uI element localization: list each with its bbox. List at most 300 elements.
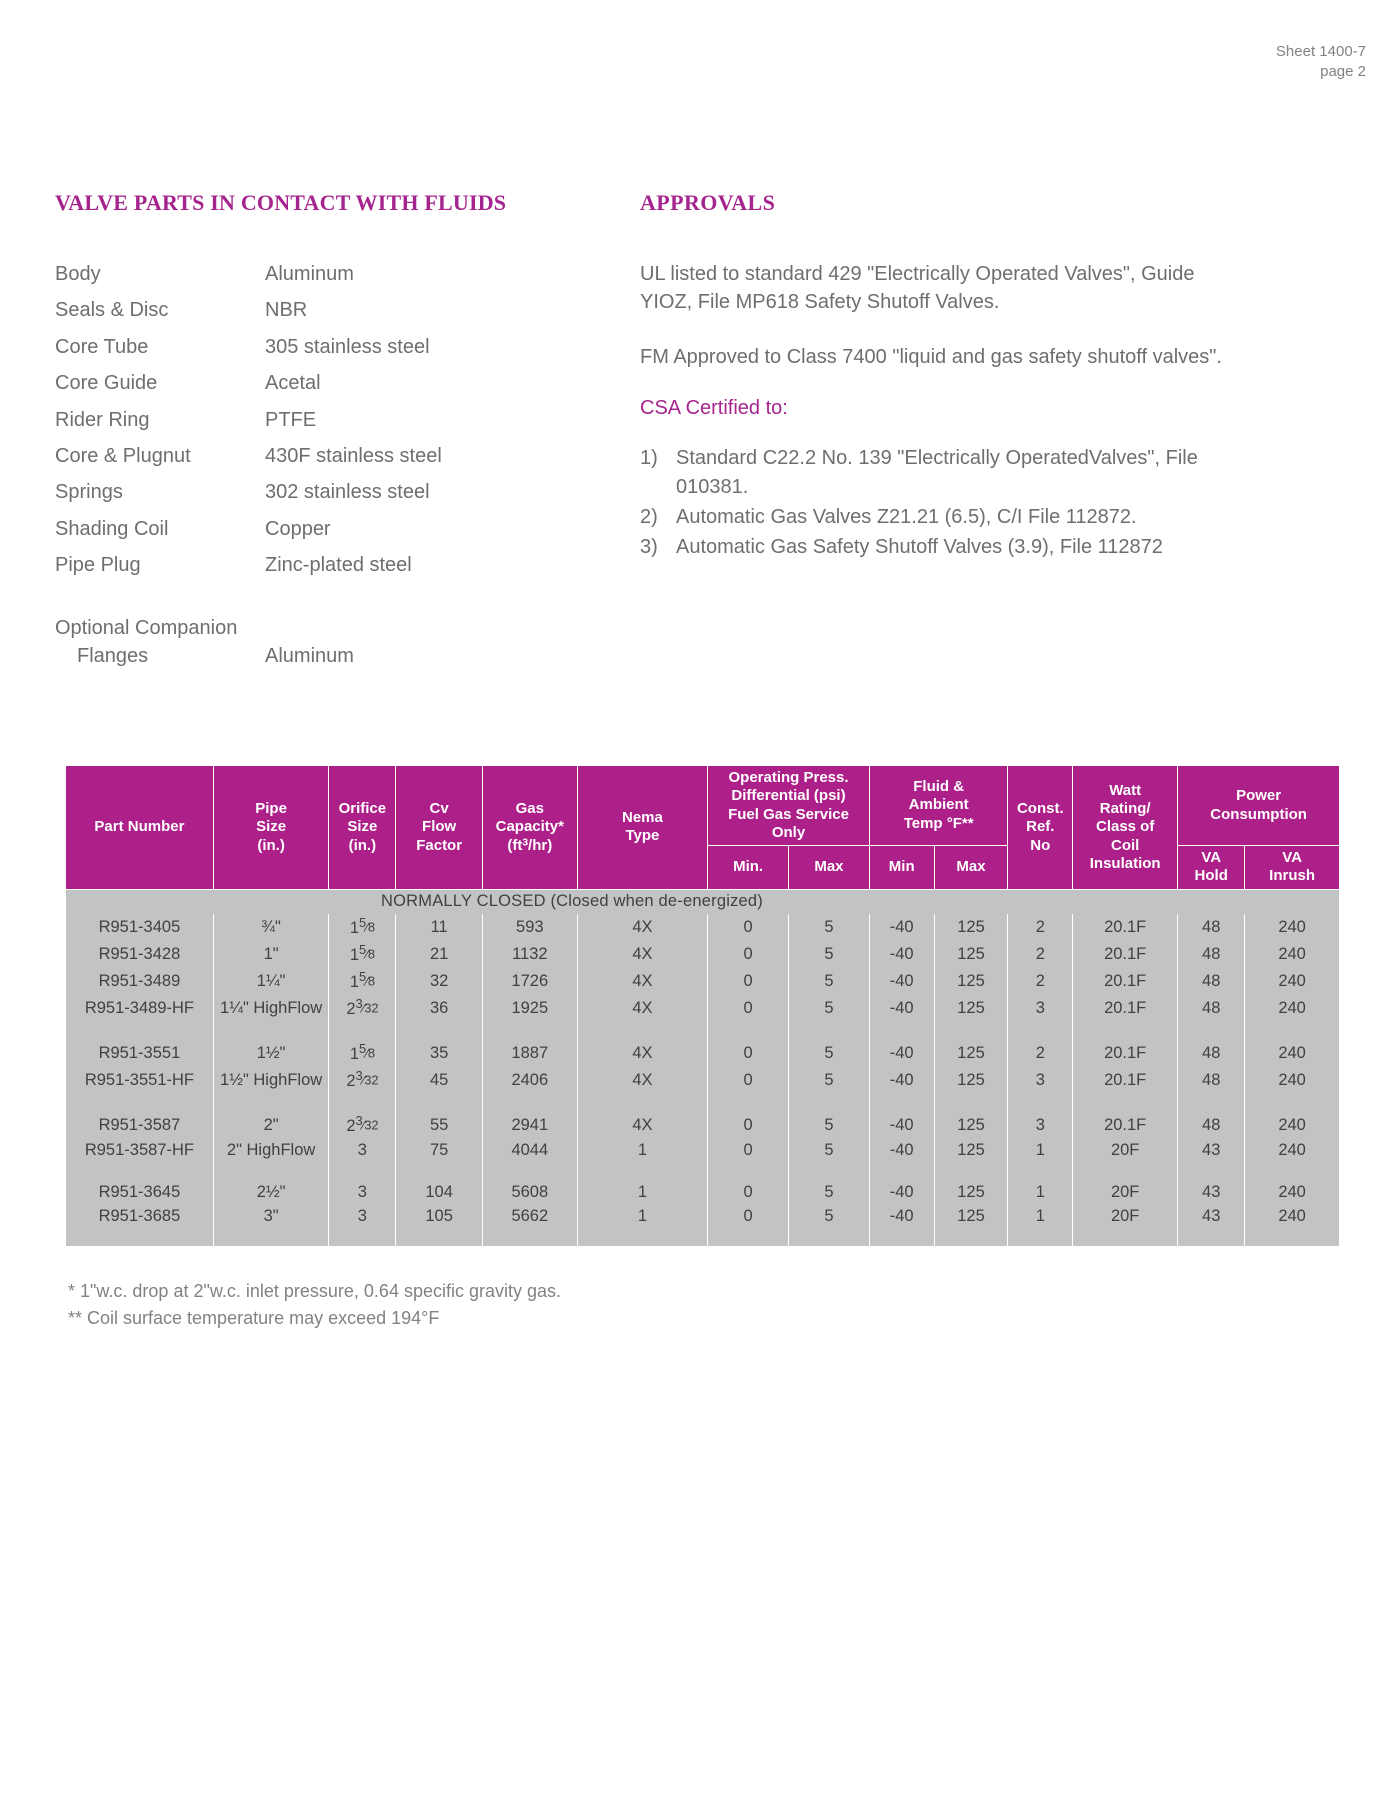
- valve-parts-body: [55, 260, 640, 678]
- fluid-temp-line2: Ambient: [908, 796, 969, 814]
- table-row: [66, 1040, 1340, 1067]
- table-row: [55, 260, 640, 296]
- col-const-ref-no: [1008, 766, 1073, 890]
- cell-pipe-size: 1": [213, 941, 329, 968]
- table-row: [55, 478, 640, 514]
- sheet-number: Sheet 1400-7: [1275, 43, 1366, 60]
- csa-item-number: 3): [640, 536, 658, 559]
- optional-companion-label: [55, 588, 265, 679]
- watt-line1: Watt: [1109, 781, 1142, 799]
- cell-op-press-min: 0: [708, 1112, 789, 1139]
- cell-gas-capacity: 593: [482, 914, 577, 941]
- cell-gas-capacity: 1132: [482, 941, 577, 968]
- normally-closed-text: NORMALLY CLOSED (Closed when de-energized): [381, 892, 763, 911]
- cell-temp-max: 125: [934, 995, 1008, 1022]
- table-row: [66, 995, 1340, 1022]
- spacer-cell: [329, 1163, 396, 1181]
- cell-orifice-size: $1^5⁄8$: [329, 914, 396, 941]
- table-row: [55, 551, 640, 587]
- cell-op-press-min: 0: [708, 968, 789, 995]
- cell-va-hold: 43: [1178, 1139, 1245, 1163]
- table-bottom-spacer: [66, 1229, 1340, 1246]
- col-op-press-min: Min.: [708, 846, 789, 890]
- cell-op-press-min: 0: [708, 1205, 789, 1229]
- spacer-cell: [396, 1163, 483, 1181]
- spacer-cell: [482, 1229, 577, 1246]
- spacer-cell: [1073, 1163, 1178, 1181]
- spacer-cell: [1008, 1229, 1073, 1246]
- table-row: [55, 333, 640, 369]
- cell-temp-min: -40: [869, 1205, 934, 1229]
- cell-va-hold: 48: [1178, 995, 1245, 1022]
- orifice-size-line1: Orifice: [338, 799, 387, 817]
- approvals-paragraph-fm: FM Approved to Class 7400 "liquid and gas safety shutoff valves".: [640, 345, 1222, 368]
- csa-item-number: 1): [640, 447, 658, 470]
- cell-part-number: R951-3428: [66, 941, 214, 968]
- cell-cv-flow-factor: 36: [396, 995, 483, 1022]
- spacer-cell: [66, 1229, 214, 1246]
- col-group-power-consumption: [1178, 766, 1340, 846]
- pipe-size-line1: Pipe: [255, 799, 287, 817]
- table-row: [66, 914, 1340, 941]
- gas-capacity-line2: Capacity*: [495, 818, 564, 836]
- fluid-temp-line1: Fluid &: [913, 778, 965, 796]
- cell-nema-type: 1: [577, 1139, 708, 1163]
- cell-op-press-min: 0: [708, 1181, 789, 1205]
- specification-table-container: [65, 765, 1340, 1246]
- cell-part-number: R951-3551-HF: [66, 1067, 214, 1094]
- optional-companion-value: [265, 588, 640, 679]
- spacer-cell: [934, 1163, 1008, 1181]
- cell-pipe-size: 3": [213, 1205, 329, 1229]
- col-gas-capacity: [482, 766, 577, 890]
- cell-gas-capacity: 2406: [482, 1067, 577, 1094]
- cell-part-number: R951-3587-HF: [66, 1139, 214, 1163]
- cell-gas-capacity: 4044: [482, 1139, 577, 1163]
- table-row: [66, 1181, 1340, 1205]
- va-inrush-line2: Inrush: [1269, 867, 1316, 885]
- cell-temp-max: 125: [934, 1139, 1008, 1163]
- optional-companion-line2: Flanges: [77, 644, 149, 667]
- table-row: [55, 442, 640, 478]
- cell-temp-min: -40: [869, 941, 934, 968]
- header-row-top: [66, 766, 1340, 846]
- spacer-cell: [1245, 1229, 1340, 1246]
- table-row: [55, 515, 640, 551]
- cell-gas-capacity: 2941: [482, 1112, 577, 1139]
- cell-temp-max: 125: [934, 968, 1008, 995]
- cell-temp-min: -40: [869, 995, 934, 1022]
- spacer-cell: [1178, 1094, 1245, 1112]
- watt-line4: Coil: [1111, 836, 1140, 854]
- table-row: [55, 406, 640, 442]
- spacer-cell: [213, 1163, 329, 1181]
- cell-cv-flow-factor: 105: [396, 1205, 483, 1229]
- cell-pipe-size: 2½": [213, 1181, 329, 1205]
- cell-pipe-size: 2" HighFlow: [213, 1139, 329, 1163]
- spacer-cell: [934, 1022, 1008, 1040]
- cell-watt-rating: 20.1F: [1073, 1067, 1178, 1094]
- cell-pipe-size: 2": [213, 1112, 329, 1139]
- table-row: [55, 296, 640, 332]
- spacer-cell: [1008, 1022, 1073, 1040]
- cell-op-press-min: 0: [708, 914, 789, 941]
- cell-op-press-max: 5: [789, 968, 870, 995]
- cell-const-ref-no: 1: [1008, 1205, 1073, 1229]
- cell-cv-flow-factor: 35: [396, 1040, 483, 1067]
- spacer-cell: [869, 1094, 934, 1112]
- power-line1: Power: [1236, 787, 1282, 805]
- row-group-spacer: [66, 1094, 1340, 1112]
- part-value: Aluminum: [265, 263, 354, 285]
- cell-temp-min: -40: [869, 1139, 934, 1163]
- cell-gas-capacity: 5608: [482, 1181, 577, 1205]
- cell-op-press-max: 5: [789, 1067, 870, 1094]
- spacer-cell: [708, 1094, 789, 1112]
- spacer-cell: [934, 1229, 1008, 1246]
- cell-part-number: R951-3645: [66, 1181, 214, 1205]
- cell-part-number: R951-3489: [66, 968, 214, 995]
- cell-op-press-min: 0: [708, 941, 789, 968]
- cell-va-inrush: 240: [1245, 1139, 1340, 1163]
- spacer-cell: [396, 1229, 483, 1246]
- va-inrush-line1: VA: [1282, 849, 1302, 867]
- csa-certified-heading: CSA Certified to:: [640, 397, 788, 420]
- cell-part-number: R951-3489-HF: [66, 995, 214, 1022]
- col-temp-min: Min: [869, 846, 934, 890]
- footnote-double-asterisk: ** Coil surface temperature may exceed 194°F: [68, 1308, 440, 1328]
- cell-op-press-max: 5: [789, 1139, 870, 1163]
- const-ref-line2: Ref.: [1026, 818, 1055, 836]
- spacer-cell: [1245, 1163, 1340, 1181]
- footnotes: [68, 1278, 561, 1332]
- part-name: Core Tube: [55, 335, 149, 358]
- cell-op-press-max: 5: [789, 1112, 870, 1139]
- col-pipe-size: [213, 766, 329, 890]
- spacer-cell: [1073, 1094, 1178, 1112]
- cell-va-hold: 48: [1178, 941, 1245, 968]
- cell-nema-type: 4X: [577, 1112, 708, 1139]
- cell-orifice-size: $2^3⁄32$: [329, 995, 396, 1022]
- cell-op-press-max: 5: [789, 941, 870, 968]
- orifice-size-line3: (in.): [348, 836, 377, 854]
- list-item: [640, 533, 1240, 561]
- csa-item-number: 2): [640, 505, 658, 528]
- table-row: [66, 1112, 1340, 1139]
- part-name: Core Guide: [55, 372, 158, 395]
- cell-watt-rating: 20.1F: [1073, 941, 1178, 968]
- part-name: Body: [55, 263, 101, 285]
- spacer-cell: [577, 1163, 708, 1181]
- part-value: PTFE: [265, 408, 317, 431]
- cv-line1: Cv: [429, 799, 449, 817]
- spacer-cell: [934, 1094, 1008, 1112]
- cell-const-ref-no: 3: [1008, 995, 1073, 1022]
- csa-item-text: Automatic Gas Valves Z21.21 (6.5), C/I File 112872.: [676, 505, 1137, 528]
- cell-nema-type: 4X: [577, 995, 708, 1022]
- cell-pipe-size: 1¼": [213, 968, 329, 995]
- part-value: 305 stainless steel: [265, 335, 430, 358]
- spacer-cell: [789, 1229, 870, 1246]
- cell-part-number: R951-3685: [66, 1205, 214, 1229]
- spacer-cell: [708, 1022, 789, 1040]
- cell-orifice-size: $1^5⁄8$: [329, 941, 396, 968]
- cell-part-number: R951-3405: [66, 914, 214, 941]
- cell-gas-capacity: 1925: [482, 995, 577, 1022]
- spacer-cell: [482, 1094, 577, 1112]
- approvals-paragraph-ul: UL listed to standard 429 "Electrically Operated Valves", Guide YIOZ, File MP618 Safety Shutoff Valves.: [640, 263, 1195, 314]
- cell-nema-type: 1: [577, 1181, 708, 1205]
- approvals-section: [640, 190, 1240, 678]
- spacer-cell: [789, 1022, 870, 1040]
- part-name: Pipe Plug: [55, 554, 141, 577]
- col-watt-rating: [1073, 766, 1178, 890]
- cell-orifice-size: 3: [329, 1205, 396, 1229]
- spacer-cell: [1178, 1022, 1245, 1040]
- cell-nema-type: 4X: [577, 1067, 708, 1094]
- cell-watt-rating: 20.1F: [1073, 914, 1178, 941]
- cell-orifice-size: $1^5⁄8$: [329, 968, 396, 995]
- col-temp-max: Max: [934, 846, 1008, 890]
- csa-list: [640, 444, 1240, 562]
- specification-table-body: [66, 889, 1340, 1245]
- cell-const-ref-no: 1: [1008, 1181, 1073, 1205]
- cell-temp-max: 125: [934, 1205, 1008, 1229]
- part-value: 430F stainless steel: [265, 444, 442, 467]
- spacer-cell: [482, 1022, 577, 1040]
- cell-va-inrush: 240: [1245, 1112, 1340, 1139]
- fluid-temp-line3: Temp °F**: [903, 814, 974, 832]
- cell-nema-type: 1: [577, 1205, 708, 1229]
- cell-watt-rating: 20F: [1073, 1181, 1178, 1205]
- valve-parts-section: [55, 190, 640, 678]
- const-ref-line3: No: [1030, 836, 1051, 854]
- power-line2: Consumption: [1210, 805, 1307, 823]
- cell-gas-capacity: 5662: [482, 1205, 577, 1229]
- cell-nema-type: 4X: [577, 1040, 708, 1067]
- list-item: [640, 444, 1240, 501]
- cell-orifice-size: $2^3⁄32$: [329, 1067, 396, 1094]
- part-name: Springs: [55, 481, 123, 504]
- part-name: Rider Ring: [55, 408, 150, 431]
- cell-orifice-size: 3: [329, 1181, 396, 1205]
- pipe-size-line3: (in.): [257, 836, 285, 854]
- table-row: [66, 968, 1340, 995]
- spacer-cell: [869, 1163, 934, 1181]
- csa-item-text: Standard C22.2 No. 139 "Electrically OperatedValves", File 010381.: [676, 447, 1198, 498]
- cell-temp-min: -40: [869, 1181, 934, 1205]
- op-press-line4: Only: [771, 823, 806, 841]
- cell-va-inrush: 240: [1245, 1040, 1340, 1067]
- spacer-cell: [66, 1163, 214, 1181]
- cell-cv-flow-factor: 45: [396, 1067, 483, 1094]
- col-va-inrush: [1245, 846, 1340, 890]
- spacer-cell: [577, 1094, 708, 1112]
- spacer-cell: [708, 1163, 789, 1181]
- cell-orifice-size: $2^3⁄32$: [329, 1112, 396, 1139]
- specification-table: [65, 765, 1340, 1246]
- part-name: Shading Coil: [55, 517, 169, 540]
- part-value: Acetal: [265, 372, 321, 395]
- orifice-size-line2: Size: [347, 818, 378, 836]
- spacer-cell: [213, 1022, 329, 1040]
- part-name: Core & Plugnut: [55, 444, 191, 467]
- col-va-hold: [1178, 846, 1245, 890]
- gas-capacity-line1: Gas: [515, 799, 544, 817]
- spacer-cell: [1008, 1094, 1073, 1112]
- cell-op-press-min: 0: [708, 1067, 789, 1094]
- cell-va-inrush: 240: [1245, 914, 1340, 941]
- spacer-cell: [1178, 1163, 1245, 1181]
- cell-temp-max: 125: [934, 1181, 1008, 1205]
- cell-nema-type: 4X: [577, 941, 708, 968]
- csa-item-text: Automatic Gas Safety Shutoff Valves (3.9), File 112872: [676, 536, 1163, 559]
- cell-watt-rating: 20.1F: [1073, 995, 1178, 1022]
- spacer-cell: [869, 1229, 934, 1246]
- spacer-cell: [396, 1022, 483, 1040]
- cell-cv-flow-factor: 55: [396, 1112, 483, 1139]
- cell-cv-flow-factor: 32: [396, 968, 483, 995]
- content-columns: [55, 190, 1345, 678]
- part-value: Copper: [265, 517, 331, 540]
- cell-temp-min: -40: [869, 968, 934, 995]
- cell-op-press-min: 0: [708, 995, 789, 1022]
- valve-parts-table: [55, 260, 640, 678]
- list-item: [640, 503, 1240, 531]
- cell-va-hold: 48: [1178, 1040, 1245, 1067]
- cell-va-inrush: 240: [1245, 1067, 1340, 1094]
- cell-watt-rating: 20.1F: [1073, 1040, 1178, 1067]
- cell-temp-max: 125: [934, 941, 1008, 968]
- watt-line2: Rating/: [1099, 799, 1151, 817]
- op-press-line3: Fuel Gas Service: [728, 805, 849, 823]
- cell-temp-min: -40: [869, 914, 934, 941]
- part-name: Seals & Disc: [55, 299, 169, 322]
- cell-part-number: R951-3587: [66, 1112, 214, 1139]
- cell-const-ref-no: 2: [1008, 968, 1073, 995]
- cell-watt-rating: 20F: [1073, 1139, 1178, 1163]
- cell-va-inrush: 240: [1245, 995, 1340, 1022]
- spacer-cell: [329, 1094, 396, 1112]
- col-group-fluid-ambient-temp: [869, 766, 1008, 846]
- col-group-operating-pressure: [708, 766, 870, 846]
- cell-orifice-size: $1^5⁄8$: [329, 1040, 396, 1067]
- op-press-line2: Differential (psi): [731, 787, 846, 805]
- spacer-cell: [577, 1229, 708, 1246]
- cell-op-press-max: 5: [789, 1040, 870, 1067]
- optional-companion-material: Aluminum: [265, 644, 354, 667]
- spacer-cell: [1073, 1022, 1178, 1040]
- cell-watt-rating: 20.1F: [1073, 968, 1178, 995]
- watt-line3: Class of: [1095, 818, 1155, 836]
- col-orifice-size: [329, 766, 396, 890]
- cell-orifice-size: 3: [329, 1139, 396, 1163]
- table-row-optional-flanges: [55, 588, 640, 679]
- col-nema-type: [577, 766, 708, 890]
- cell-op-press-min: 0: [708, 1040, 789, 1067]
- valve-parts-title: VALVE PARTS IN CONTACT WITH FLUIDS: [55, 190, 507, 215]
- cell-cv-flow-factor: 104: [396, 1181, 483, 1205]
- spacer-cell: [213, 1094, 329, 1112]
- cell-pipe-size: 1¼" HighFlow: [213, 995, 329, 1022]
- nema-line2: Type: [625, 827, 660, 845]
- nema-line1: Nema: [621, 809, 663, 827]
- cell-op-press-max: 5: [789, 1181, 870, 1205]
- cell-temp-max: 125: [934, 1112, 1008, 1139]
- footnote-single-asterisk: * 1"w.c. drop at 2"w.c. inlet pressure, 0.64 specific gravity gas.: [68, 1281, 562, 1301]
- cell-va-inrush: 240: [1245, 1181, 1340, 1205]
- cell-part-number: R951-3551: [66, 1040, 214, 1067]
- cv-line2: Flow: [422, 818, 457, 836]
- cell-const-ref-no: 3: [1008, 1067, 1073, 1094]
- cell-const-ref-no: 2: [1008, 941, 1073, 968]
- row-group-spacer: [66, 1163, 1340, 1181]
- cell-pipe-size: ¾": [213, 914, 329, 941]
- part-value: NBR: [265, 299, 308, 322]
- spacer-cell: [396, 1094, 483, 1112]
- va-hold-line1: VA: [1201, 849, 1222, 867]
- cell-op-press-max: 5: [789, 995, 870, 1022]
- col-part-number: Part Number: [66, 766, 214, 890]
- cell-const-ref-no: 3: [1008, 1112, 1073, 1139]
- spacer-cell: [869, 1022, 934, 1040]
- op-press-line1: Operating Press.: [728, 769, 849, 786]
- gas-capacity-line3: $(ft^3/hr)$: [507, 836, 553, 854]
- col-op-press-max: Max: [789, 846, 870, 890]
- cell-watt-rating: 20.1F: [1073, 1112, 1178, 1139]
- cell-const-ref-no: 1: [1008, 1139, 1073, 1163]
- approvals-title: APPROVALS: [640, 190, 776, 215]
- spacer-cell: [1245, 1094, 1340, 1112]
- spacer-cell: [708, 1229, 789, 1246]
- cell-va-hold: 48: [1178, 1112, 1245, 1139]
- page-header: [1276, 42, 1366, 83]
- cell-const-ref-no: 2: [1008, 914, 1073, 941]
- cell-va-inrush: 240: [1245, 941, 1340, 968]
- spacer-cell: [482, 1163, 577, 1181]
- spacer-cell: [1245, 1022, 1340, 1040]
- part-value: 302 stainless steel: [265, 481, 430, 504]
- spacer-cell: [577, 1022, 708, 1040]
- cell-va-hold: 43: [1178, 1181, 1245, 1205]
- spacer-cell: [329, 1229, 396, 1246]
- cell-pipe-size: 1½" HighFlow: [213, 1067, 329, 1094]
- spacer-cell: [1008, 1163, 1073, 1181]
- table-row: [66, 1067, 1340, 1094]
- va-hold-line2: Hold: [1194, 867, 1228, 885]
- watt-line5: Insulation: [1089, 854, 1161, 872]
- spacer-cell: [1178, 1229, 1245, 1246]
- cell-op-press-min: 0: [708, 1139, 789, 1163]
- spacer-cell: [1073, 1229, 1178, 1246]
- cell-va-inrush: 240: [1245, 1205, 1340, 1229]
- row-group-spacer: [66, 1022, 1340, 1040]
- cell-watt-rating: 20F: [1073, 1205, 1178, 1229]
- cell-op-press-max: 5: [789, 1205, 870, 1229]
- specification-table-head: [66, 766, 1340, 890]
- cell-const-ref-no: 2: [1008, 1040, 1073, 1067]
- optional-companion-line1: Optional Companion: [55, 616, 238, 639]
- spacer-cell: [789, 1163, 870, 1181]
- cell-cv-flow-factor: 21: [396, 941, 483, 968]
- cv-line3: Factor: [416, 836, 463, 854]
- cell-va-hold: 43: [1178, 1205, 1245, 1229]
- cell-temp-max: 125: [934, 1067, 1008, 1094]
- cell-cv-flow-factor: 11: [396, 914, 483, 941]
- cell-gas-capacity: 1726: [482, 968, 577, 995]
- pipe-size-line2: Size: [256, 818, 287, 836]
- table-row: [55, 369, 640, 405]
